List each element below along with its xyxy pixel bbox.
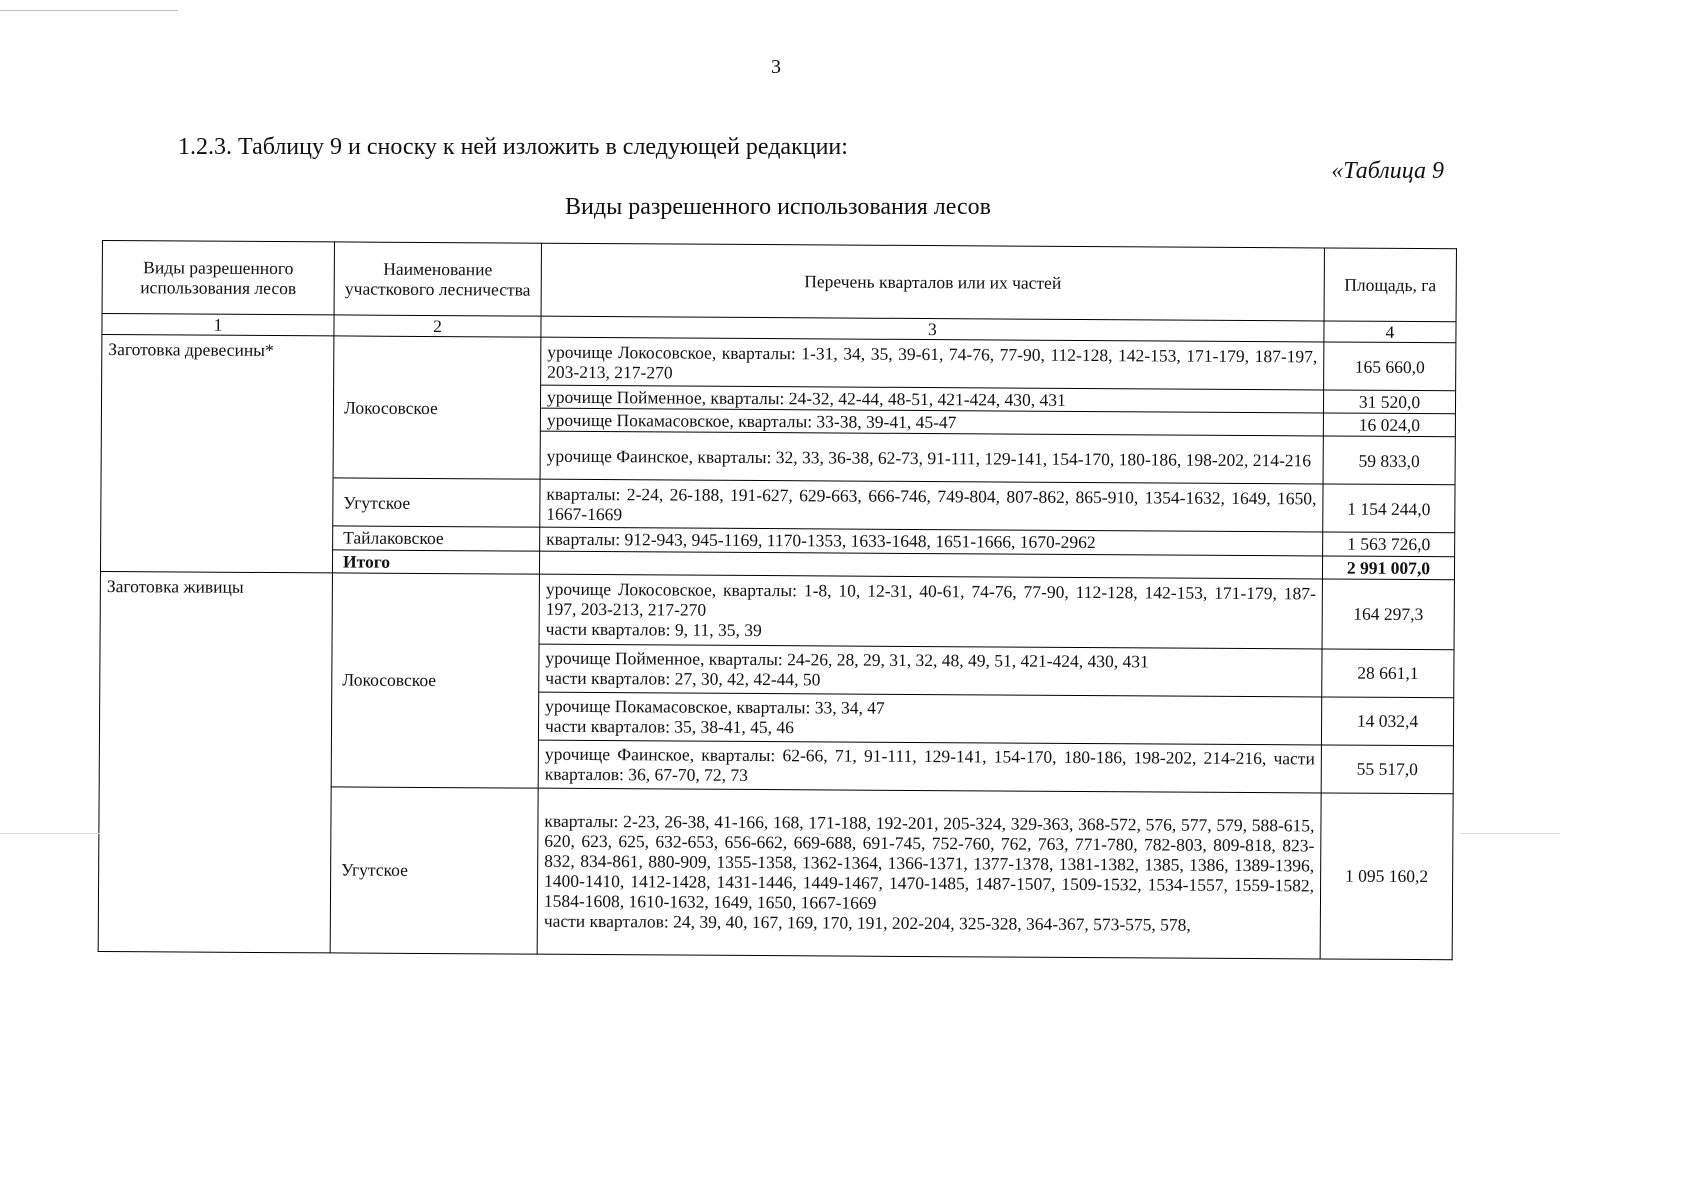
column-header-area: Площадь, га (1324, 248, 1456, 322)
scan-artifact-line (0, 833, 100, 834)
quarters-text: урочище Покамасовское, кварталы: 33, 34, 47 (545, 695, 885, 718)
area-cell: 28 661,1 (1322, 649, 1454, 698)
area-cell: 16 024,0 (1323, 413, 1455, 437)
quarter-parts-text: части кварталов: 35, 38-41, 45, 46 (544, 715, 794, 738)
forestry-cell: Угутское (333, 478, 540, 527)
quarter-parts-text: части кварталов: 27, 30, 42, 42-44, 50 (545, 667, 821, 690)
area-cell: 31 520,0 (1323, 390, 1455, 414)
quarters-text: кварталы: 2-23, 26-38, 41-166, 168, 171-188, 192-201, 205-324, 329-363, 368-572, 576, 577, 579, 588-615, 620, 623, 625, 632-653, 656-662, 669-688, 691-745, 752-760, 762, 763, 771-780, 782-803, 809-818, 823-832, 834-861, 880-909, 1355-1358, 1362-1364, 1366-1371, 1377-1378, 1381-1382, 1385, 1386, 1389-1396, 1400-1410, 1412-1428, 1431-1446, 1449-1467, 1470-1485, 1487-1507, 1509-1532, 1534-1557, 1559-1582, 1584-1608, 1610-1632, 1649, 1650, 1667-1669 (543, 810, 1315, 913)
quarters-cell: урочище Фаинское, кварталы: 32, 33, 36-38, 62-73, 91-111, 129-141, 154-170, 180-186, 198-202, 214-216 (540, 432, 1323, 485)
column-header-quarters: Перечень кварталов или их частей (541, 243, 1324, 321)
column-header-use-type: Виды разрешенного использования лесов (102, 241, 334, 315)
use-type-cell: Заготовка живицы (98, 571, 332, 952)
quarters-cell (539, 644, 1322, 697)
quarters-cell: урочище Фаинское, кварталы: 62-66, 71, 91-111, 129-141, 154-170, 180-186, 198-202, 214-216, части кварталов: 36, 67-70, 72, 73 (538, 740, 1321, 793)
quarters-cell (537, 788, 1321, 959)
area-cell: 55 517,0 (1321, 745, 1453, 794)
scan-artifact-line (0, 10, 178, 11)
column-header-forestry: Наименование участкового лесничества (334, 242, 541, 316)
quarters-cell: кварталы: 2-24, 26-188, 191-627, 629-663, 666-746, 749-804, 807-862, 865-910, 1354-1632, 1649, 1650, 1667-1669 (540, 480, 1323, 533)
table-row (100, 571, 1454, 649)
area-cell: 1 563 726,0 (1323, 532, 1455, 556)
total-label: Итого (332, 549, 539, 573)
scan-artifact-line (1460, 833, 1560, 834)
forestry-cell: Локосовское (333, 336, 541, 480)
area-cell: 164 297,3 (1322, 579, 1454, 650)
area-cell: 1 095 160,2 (1320, 793, 1453, 960)
column-number: 4 (1324, 321, 1456, 343)
quarters-text: урочище Пойменное, кварталы: 24-26, 28, 29, 31, 32, 48, 49, 51, 421-424, 430, 431 (545, 647, 1149, 672)
area-cell: 1 154 244,0 (1323, 484, 1455, 533)
amendment-intro: 1.2.3. Таблицу 9 и сноску к ней изложить в следующей редакции: (178, 134, 848, 160)
forestry-cell: Тайлаковское (333, 526, 540, 550)
quarters-cell: урочище Локосовское, кварталы: 1-31, 34, 35, 39-61, 74-76, 77-90, 112-128, 142-153, 171-179, 187-197, 203-213, 217-270 (541, 337, 1324, 390)
quarter-parts-text: части кварталов: 9, 11, 35, 39 (545, 618, 762, 641)
table-title: Виды разрешенного использования лесов (565, 194, 991, 220)
table-header-row (102, 241, 1456, 322)
quarters-cell (538, 692, 1321, 745)
quarters-text: урочище Локосовское, кварталы: 1-8, 10, 12-31, 40-61, 74-76, 77-90, 112-128, 142-153, 171-179, 187-197, 203-213, 217-270 (545, 578, 1316, 620)
quarters-cell: урочище Пойменное, кварталы: 24-32, 42-44, 48-51, 421-424, 430, 431 (540, 385, 1323, 413)
column-number: 2 (334, 315, 541, 337)
total-area: 2 991 007,0 (1322, 555, 1454, 579)
area-cell: 14 032,4 (1321, 697, 1453, 746)
quarters-cell (539, 574, 1322, 649)
column-number: 1 (102, 314, 334, 337)
quarter-parts-text: части кварталов: 24, 39, 40, 167, 169, 170, 191, 202-204, 325-328, 364-367, 573-575, 578, (543, 911, 1191, 936)
use-type-cell: Заготовка древесины* (100, 335, 333, 573)
forestry-cell: Угутское (330, 787, 538, 954)
quarters-cell: кварталы: 912-943, 945-1169, 1170-1353, 1633-1648, 1651-1666, 1670-2962 (540, 528, 1323, 556)
forestry-cell: Локосовское (331, 573, 539, 788)
forest-use-table (98, 240, 1457, 960)
table-reference: «Таблица 9 (1331, 158, 1444, 184)
column-number: 3 (541, 316, 1324, 342)
area-cell: 165 660,0 (1324, 342, 1456, 391)
page-number: 3 (771, 56, 781, 78)
area-cell: 59 833,0 (1323, 436, 1455, 485)
quarters-cell: урочище Покамасовское, кварталы: 33-38, 39-41, 45-47 (540, 408, 1323, 436)
table-row (102, 335, 1456, 391)
